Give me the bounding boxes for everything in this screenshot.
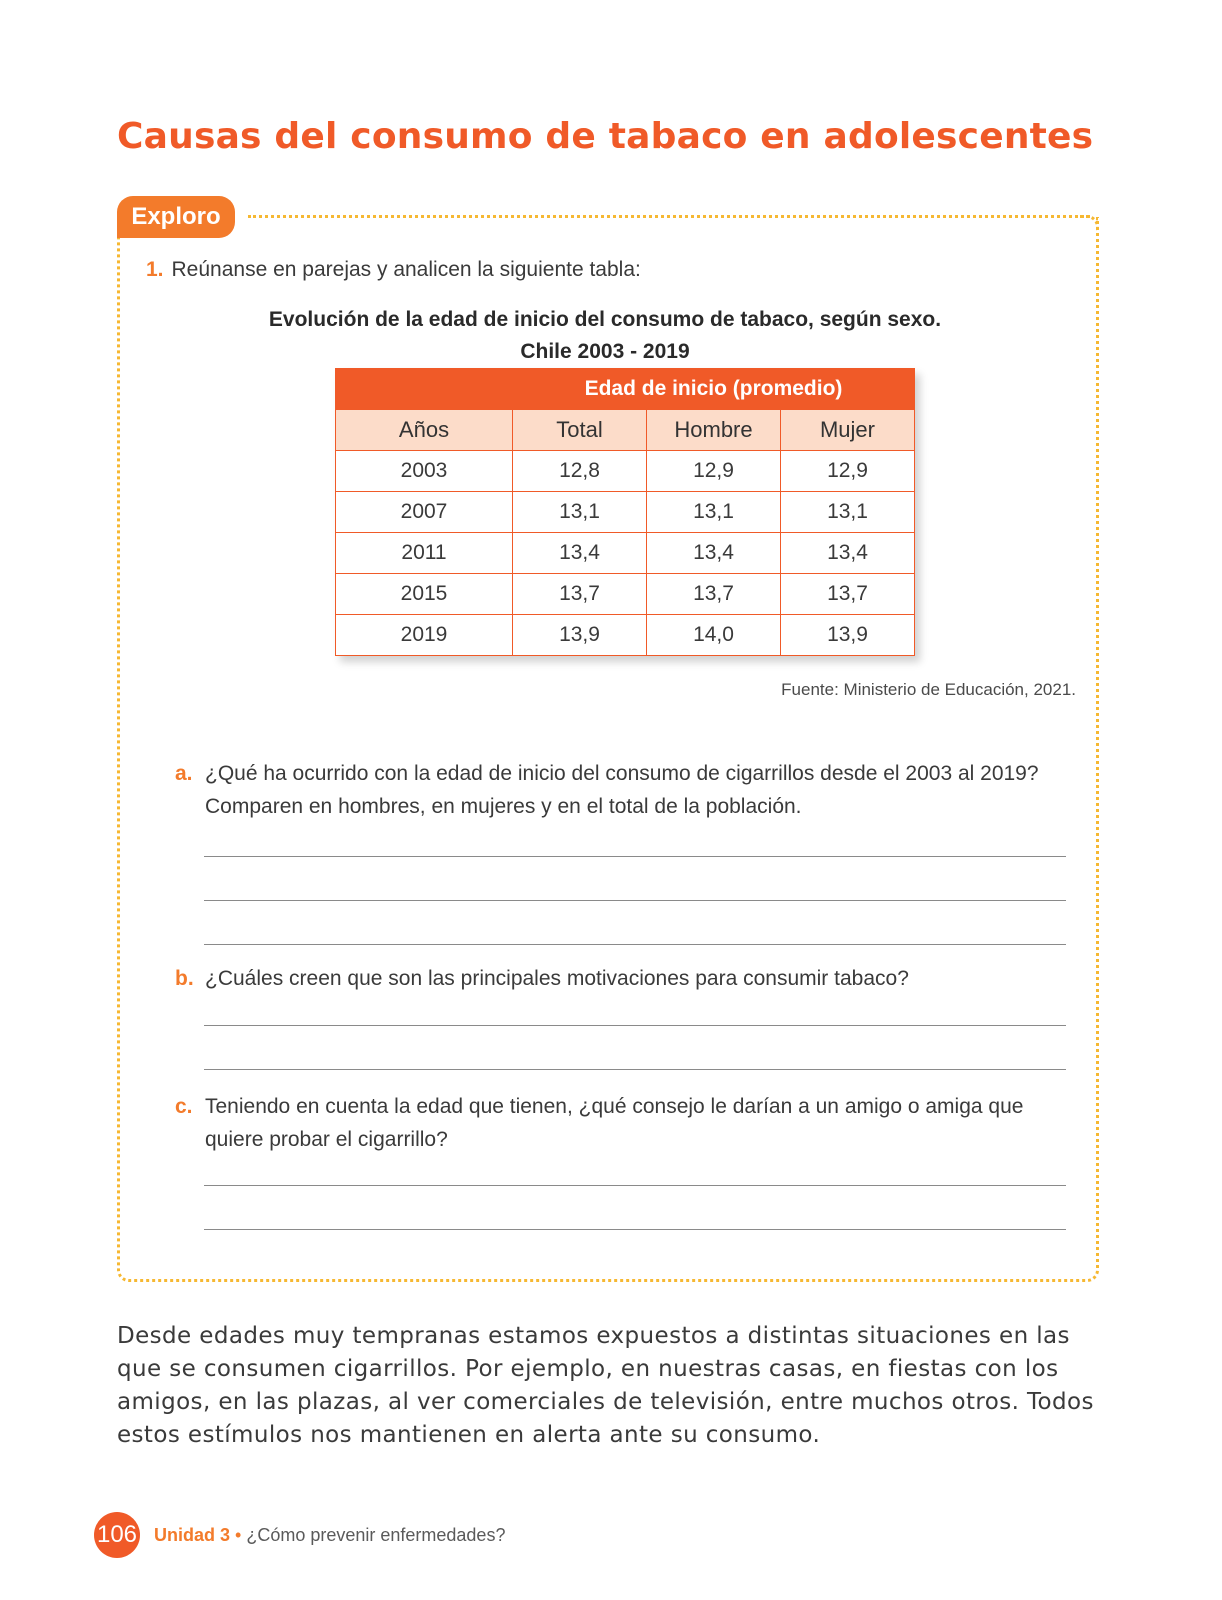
table-caption-line2: Chile 2003 - 2019	[520, 340, 690, 363]
question-c-text: Teniendo en cuenta la edad que tienen, ¿qué consejo le darían a un amigo o amiga que quiere probar el cigarrillo?	[205, 1095, 1024, 1151]
explore-tab-label: Exploro	[117, 196, 235, 238]
table-cell-year: 2007	[336, 492, 513, 533]
table-cell-total: 13,1	[513, 492, 647, 533]
answer-line-b1[interactable]	[204, 1025, 1066, 1026]
question-b-text: ¿Cuáles creen que son las principales motivaciones para consumir tabaco?	[205, 967, 909, 990]
page-number-badge: 106	[94, 1512, 140, 1558]
table-cell-female: 13,7	[781, 574, 915, 615]
table-column-header-row	[336, 410, 915, 451]
activity-number: 1.	[146, 258, 164, 281]
table-cell-male: 12,9	[647, 451, 781, 492]
table-cell-total: 13,7	[513, 574, 647, 615]
page-title: Causas del consumo de tabaco en adolescentes	[117, 116, 1094, 157]
table-row	[336, 615, 915, 656]
table-row	[336, 451, 915, 492]
table-source: Fuente: Ministerio de Educación, 2021.	[781, 680, 1076, 699]
footer-separator: •	[235, 1524, 242, 1545]
column-header-total: Total	[513, 410, 647, 451]
table-cell-male: 14,0	[647, 615, 781, 656]
column-header-years: Años	[336, 410, 513, 451]
smoking-start-age-table	[335, 368, 915, 656]
question-a	[175, 757, 1075, 823]
answer-line-c1[interactable]	[204, 1185, 1066, 1186]
table-group-header: Edad de inicio (promedio)	[513, 369, 915, 410]
unit-label: Unidad 3	[154, 1524, 231, 1545]
question-c-letter: c.	[175, 1095, 193, 1118]
table-cell-female: 13,4	[781, 533, 915, 574]
question-a-text: ¿Qué ha ocurrido con la edad de inicio del consumo de cigarrillos desde el 2003 al 2019? Comparen en hombres, en mujeres y en el total de la población.	[205, 762, 1039, 818]
answer-line-a1[interactable]	[204, 856, 1066, 857]
table-cell-total: 13,4	[513, 533, 647, 574]
answer-line-a2[interactable]	[204, 900, 1066, 901]
table-cell-male: 13,4	[647, 533, 781, 574]
unit-title: ¿Cómo prevenir enfermedades?	[246, 1524, 506, 1545]
table-cell-female: 13,9	[781, 615, 915, 656]
table-row	[336, 492, 915, 533]
table-header-empty-cell	[336, 369, 513, 410]
answer-line-b2[interactable]	[204, 1069, 1066, 1070]
table-cell-year: 2019	[336, 615, 513, 656]
explore-section-top-border	[248, 215, 1090, 218]
table-cell-year: 2003	[336, 451, 513, 492]
question-c	[175, 1090, 1075, 1156]
question-a-letter: a.	[175, 762, 193, 785]
column-header-female: Mujer	[781, 410, 915, 451]
activity-instruction-text: Reúnanse en parejas y analicen la siguiente tabla:	[171, 258, 641, 281]
table-cell-female: 12,9	[781, 451, 915, 492]
question-b	[175, 962, 1075, 995]
table-caption	[230, 304, 980, 368]
table-cell-female: 13,1	[781, 492, 915, 533]
page-footer	[94, 1513, 505, 1557]
answer-line-a3[interactable]	[204, 944, 1066, 945]
answer-line-c2[interactable]	[204, 1229, 1066, 1230]
table-row	[336, 533, 915, 574]
table-cell-male: 13,7	[647, 574, 781, 615]
body-paragraph: Desde edades muy tempranas estamos expuestos a distintas situaciones en las que se consumen cigarrillos. Por ejemplo, en nuestras casas, en fiestas con los amigos, en las plazas, al ver comerciales de televisión, entre muchos otros. Todos estos estímulos nos mantienen en alerta ante su consumo.	[117, 1323, 1094, 1448]
table-cell-male: 13,1	[647, 492, 781, 533]
table-cell-total: 13,9	[513, 615, 647, 656]
table-cell-total: 12,8	[513, 451, 647, 492]
table-row	[336, 574, 915, 615]
table-cell-year: 2011	[336, 533, 513, 574]
column-header-male: Hombre	[647, 410, 781, 451]
table-cell-year: 2015	[336, 574, 513, 615]
table-group-header-row	[336, 369, 915, 410]
question-b-letter: b.	[175, 967, 194, 990]
activity-instruction	[146, 258, 641, 282]
table-caption-line1: Evolución de la edad de inicio del consumo de tabaco, según sexo.	[268, 308, 942, 331]
